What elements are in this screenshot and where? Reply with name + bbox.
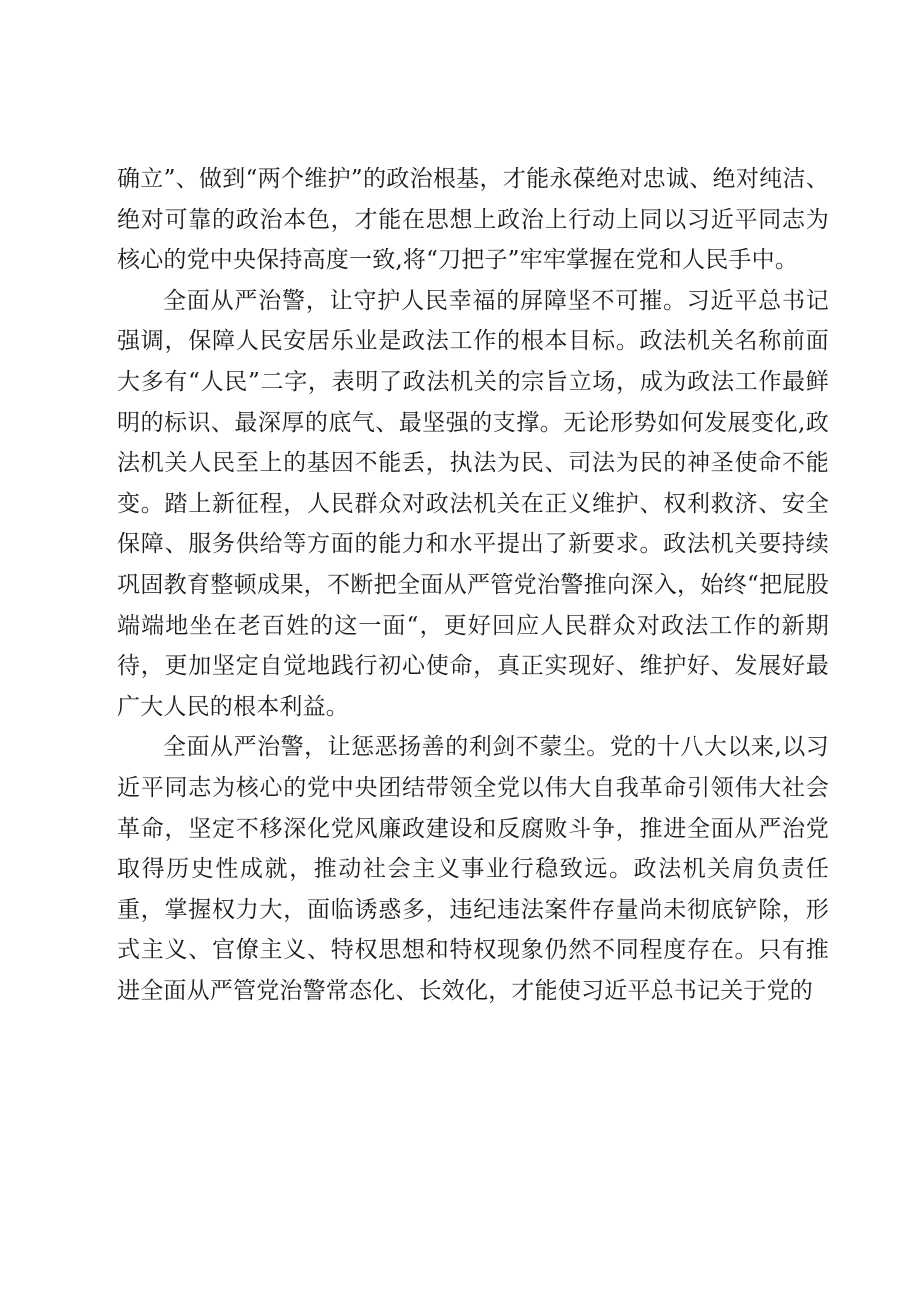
paragraph-people-protection: 全面从严治警，让守护人民幸福的屏障坚不可摧。习近平总书记强调，保障人民安居乐业是政法工作的根本目标。政法机关名称前面大多有“人民”二字，表明了政法机关的宗旨立场，成为政法工作最鲜明的标识、最深厚的底气、最坚强的支撑。无论形势如何发展变化,政法机关人民至上的基因不能丢，执法为民、司法为民的神圣使命不能变。踏上新征程，人民群众对政法机关在正义维护、权利救济、安全保障、服务供给等方面的能力和水平提出了新要求。政法机关要持续巩固教育整顿成果，不断把全面从严管党治警推向深入，始终“把屁股端端地坐在老百姓的这一面“，更好回应人民群众对政法工作的新期待，更加坚定自觉地践行初心使命，真正实现好、维护好、发展好最广大人民的根本利益。 [117, 287, 829, 720]
document-body [117, 159, 829, 1011]
paragraph-continuation: 确立”、做到“两个维护”的政治根基，才能永葆绝对忠诚、绝对纯洁、绝对可靠的政治本色，才能在思想上政治上行动上同以习近平同志为核心的党中央保持高度一致,将“刀把子”牢牢掌握在党和人民手中。 [117, 166, 829, 274]
paragraph-punish-evil: 全面从严治警，让惩恶扬善的利剑不蒙尘。党的十八大以来,以习近平同志为核心的党中央团结带领全党以伟大自我革命引领伟大社会革命，坚定不移深化党风廉政建设和反腐败斗争，推进全面从严治党取得历史性成就，推动社会主义事业行稳致远。政法机关肩负责任重，掌握权力大，面临诱惑多，违纪违法案件存量尚未彻底铲除，形式主义、官僚主义、特权思想和特权现象仍然不同程度存在。只有推进全面从严管党治警常态化、长效化，才能使习近平总书记关于党的 [117, 734, 829, 1004]
